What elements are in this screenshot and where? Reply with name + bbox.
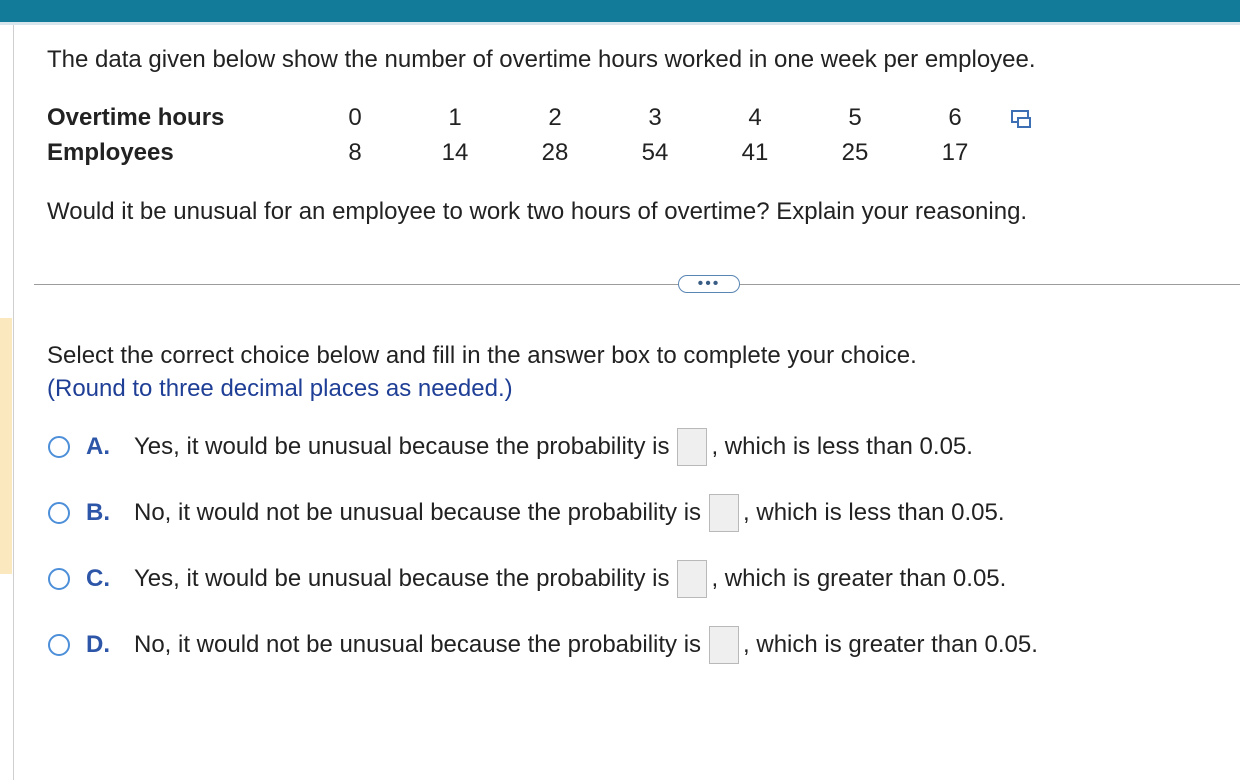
choice-c-text-before: Yes, it would be unusual because the probability is	[134, 565, 670, 592]
employees-cell: 14	[441, 139, 469, 166]
left-border	[13, 25, 14, 780]
choice-b-text-after: , which is less than 0.05.	[743, 499, 1005, 526]
hours-cell: 3	[648, 104, 662, 131]
copy-table-icon[interactable]	[1010, 108, 1032, 130]
choice-a[interactable]	[48, 427, 973, 467]
choice-d-text-before: No, it would not be unusual because the probability is	[134, 631, 702, 658]
choice-b-answer-box[interactable]	[709, 494, 739, 532]
table-row-label-employees: Employees	[47, 139, 174, 166]
choice-a-text-after: , which is less than 0.05.	[711, 433, 973, 460]
hours-cell: 5	[848, 104, 862, 131]
employees-cell: 25	[841, 139, 869, 166]
choice-c-answer-box[interactable]	[677, 560, 707, 598]
expand-more-button[interactable]: •••	[678, 275, 740, 293]
hours-cell: 1	[448, 104, 462, 131]
choice-d-letter: D.	[86, 631, 110, 658]
choice-c-radio[interactable]	[48, 568, 70, 590]
choice-b-text-before: No, it would not be unusual because the probability is	[134, 499, 702, 526]
hours-cell: 0	[348, 104, 362, 131]
hours-cell: 2	[548, 104, 562, 131]
hours-cell: 4	[748, 104, 762, 131]
question-text: Would it be unusual for an employee to work two hours of overtime? Explain your reasoning.	[47, 198, 1028, 225]
choice-d-answer-box[interactable]	[709, 626, 739, 664]
choice-a-radio[interactable]	[48, 436, 70, 458]
rounding-hint: (Round to three decimal places as needed.)	[47, 375, 513, 402]
choice-c[interactable]	[48, 559, 1006, 599]
choice-a-letter: A.	[86, 433, 110, 460]
active-section-marker	[0, 318, 12, 574]
choice-a-text-before: Yes, it would be unusual because the probability is	[134, 433, 670, 460]
top-bar-edge	[0, 22, 1240, 25]
employees-cell: 41	[741, 139, 769, 166]
section-divider	[34, 284, 1240, 285]
choice-a-answer-box[interactable]	[677, 428, 707, 466]
choice-d[interactable]	[48, 625, 1038, 665]
top-bar	[0, 0, 1240, 22]
choice-d-text-after: , which is greater than 0.05.	[743, 631, 1038, 658]
employees-cell: 17	[941, 139, 969, 166]
answer-instruction: Select the correct choice below and fill in the answer box to complete your choice.	[47, 342, 917, 369]
employees-cell: 54	[641, 139, 669, 166]
choice-b-letter: B.	[86, 499, 110, 526]
choice-b[interactable]	[48, 493, 1005, 533]
table-row-label-hours: Overtime hours	[47, 104, 225, 131]
employees-cell: 28	[541, 139, 569, 166]
choice-c-text-after: , which is greater than 0.05.	[711, 565, 1007, 592]
problem-intro: The data given below show the number of overtime hours worked in one week per employee.	[47, 46, 1036, 73]
choice-b-radio[interactable]	[48, 502, 70, 524]
hours-cell: 6	[948, 104, 962, 131]
choice-c-letter: C.	[86, 565, 110, 592]
choice-d-radio[interactable]	[48, 634, 70, 656]
employees-cell: 8	[348, 139, 362, 166]
